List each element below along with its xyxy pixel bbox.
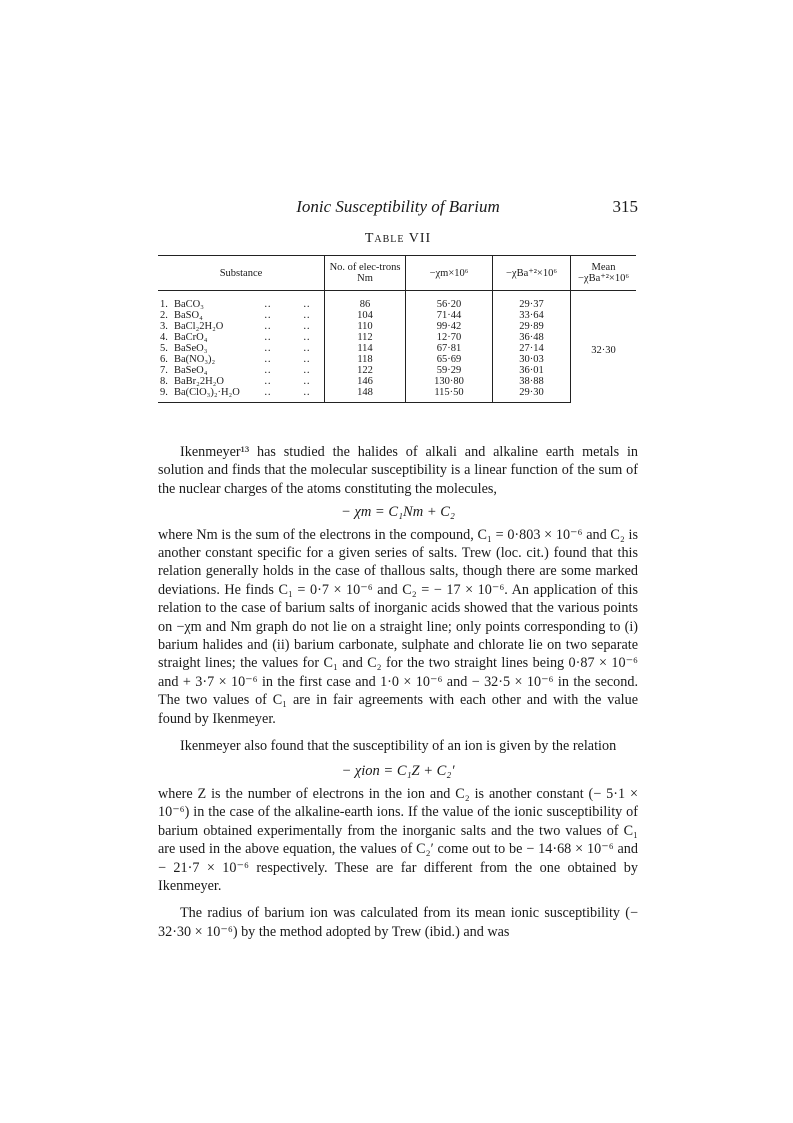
electrons-cell: 86 <box>325 291 406 311</box>
table-row <box>158 376 636 387</box>
chi-m-cell: 71·44 <box>406 310 493 321</box>
row-number: 8. <box>160 376 168 387</box>
electrons-cell: 146 <box>325 376 406 387</box>
electrons-cell: 148 <box>325 387 406 403</box>
body-text <box>158 443 638 941</box>
table-row <box>158 321 636 332</box>
leader-dots: ‥ <box>303 354 311 365</box>
table-caption-number: VII <box>408 231 432 246</box>
row-number: 5. <box>160 343 168 354</box>
leader-dots: ‥ <box>303 332 311 343</box>
row-number: 6. <box>160 354 168 365</box>
substance-formula: Ba(NO₃)₂ <box>174 354 216 365</box>
table-row <box>158 310 636 321</box>
chi-ba-cell: 29·30 <box>493 387 571 403</box>
paragraph-trew-relation: where Nm is the sum of the electrons in the compound, C₁ = 0·803 × 10⁻⁶ and C₂ is another constant specific for a given series of salts. Trew (loc. cit.) found that this relation generally holds in the case of thallous salts, though there are some marked deviations. He finds C₁ = 0·7 × 10⁻⁶ and C₂ = − 17 × 10⁻⁶. An application of this relation to the case of barium salts of inorganic acids showed that the various points on −χm and Nm graph do not lie on a straight line; only points corresponding to (i) barium halides and (ii) barium carbonate, sulphate and chlorate lie on two separate straight lines; the values for C₁ and C₂ for the two straight lines being 0·87 × 10⁻⁶ and + 3·7 × 10⁻⁶ in the first case and 1·0 × 10⁻⁶ and − 32·5 × 10⁻⁶ in the second. The two values of C₁ are in fair agreements with each other and with the value found by Ikenmeyer. <box>158 526 638 727</box>
chi-ba-cell: 30·03 <box>493 354 571 365</box>
substance-cell <box>158 310 325 321</box>
row-number: 2. <box>160 310 168 321</box>
substance-formula: BaSeO₄ <box>174 365 208 376</box>
substance-formula: Ba(ClO₃)₂·H₂O <box>174 387 240 398</box>
row-number: 1. <box>160 299 168 310</box>
row-number: 7. <box>160 365 168 376</box>
chi-m-cell: 12·70 <box>406 332 493 343</box>
substance-formula: BaSeO₃ <box>174 343 208 354</box>
susceptibility-table <box>158 255 636 403</box>
leader-dots: ‥ <box>303 299 311 310</box>
substance-cell <box>158 376 325 387</box>
substance-formula: BaBr₂2H₂O <box>174 376 224 387</box>
page-number: 315 <box>612 197 638 216</box>
table-row <box>158 365 636 376</box>
electrons-cell: 104 <box>325 310 406 321</box>
chi-m-cell: 99·42 <box>406 321 493 332</box>
paragraph-ikenmeyer-intro: Ikenmeyer¹³ has studied the halides of alkali and alkaline earth metals in solution and finds that the molecular susceptibility is a linear function of the sum of the nuclear charges of the atoms constituting the molecules, <box>158 444 638 497</box>
substance-cell <box>158 291 325 311</box>
header-mean: Mean −χBa⁺²×10⁶ <box>571 256 637 291</box>
chi-m-cell: 65·69 <box>406 354 493 365</box>
substance-formula: BaSO₄ <box>174 310 203 321</box>
running-title: Ionic Susceptibility of Barium <box>296 197 500 216</box>
substance-formula: BaCO₃ <box>174 299 204 310</box>
equation-molecular: − χm = C₁Nm + C₂ <box>341 504 455 521</box>
paragraph-c2-values: where Z is the number of electrons in the ion and C₂ is another constant (− 5·1 × 10⁻⁶) in the case of the alkaline-earth ions. If the value of the ionic susceptibility of barium obtained experimentally from the inorganic salts and the two values of C₁ are used in the above equation, the values of C₂′ come out to be − 14·68 × 10⁻⁶ and − 21·7 × 10⁻⁶ respectively. These are far different from the one obtained by Ikenmeyer. <box>158 785 638 894</box>
chi-m-cell: 59·29 <box>406 365 493 376</box>
header-electrons: No. of elec-trons Nm <box>325 256 406 291</box>
leader-dots: ‥ <box>303 365 311 376</box>
leader-dots: ‥ <box>264 354 272 365</box>
header-chi-m: −χm×10⁶ <box>406 256 493 291</box>
leader-dots: ‥ <box>264 343 272 354</box>
substance-cell <box>158 365 325 376</box>
leader-dots: ‥ <box>264 310 272 321</box>
row-number: 9. <box>160 387 168 398</box>
substance-formula: BaCrO₄ <box>174 332 208 343</box>
paragraph-ionic-relation: Ikenmeyer also found that the susceptibility of an ion is given by the relation <box>180 738 617 755</box>
leader-dots: ‥ <box>303 376 311 387</box>
leader-dots: ‥ <box>303 310 311 321</box>
equation-ionic: − χion = C₁Z + C₂′ <box>341 762 455 779</box>
row-number: 4. <box>160 332 168 343</box>
electrons-cell: 122 <box>325 365 406 376</box>
leader-dots: ‥ <box>303 321 311 332</box>
electrons-cell: 114 <box>325 343 406 354</box>
leader-dots: ‥ <box>264 332 272 343</box>
table-caption <box>158 231 638 247</box>
mean-cell: 32·30 <box>571 291 637 403</box>
table-row <box>158 387 636 403</box>
running-head <box>158 197 638 221</box>
table-row <box>158 291 636 311</box>
table-row <box>158 332 636 343</box>
header-substance: Substance <box>158 256 325 291</box>
electrons-cell: 118 <box>325 354 406 365</box>
substance-cell <box>158 321 325 332</box>
table-row <box>158 354 636 365</box>
leader-dots: ‥ <box>264 299 272 310</box>
paragraph-radius: The radius of barium ion was calculated from its mean ionic susceptibility (− 32·30 × 10⁻⁶) by the method adopted by Trew (ibid.) and was <box>158 905 638 940</box>
table-caption-label: Table <box>364 231 405 246</box>
electrons-cell: 112 <box>325 332 406 343</box>
substance-cell <box>158 332 325 343</box>
electrons-cell: 110 <box>325 321 406 332</box>
leader-dots: ‥ <box>264 376 272 387</box>
leader-dots: ‥ <box>264 321 272 332</box>
leader-dots: ‥ <box>264 365 272 376</box>
substance-cell <box>158 343 325 354</box>
substance-formula: BaCl₂2H₂O <box>174 321 224 332</box>
table-row <box>158 343 636 354</box>
table-header-row <box>158 256 636 291</box>
chi-m-cell: 56·20 <box>406 291 493 311</box>
chi-m-cell: 67·81 <box>406 343 493 354</box>
chi-m-cell: 115·50 <box>406 387 493 403</box>
chi-ba-cell: 29·37 <box>493 291 571 311</box>
row-number: 3. <box>160 321 168 332</box>
leader-dots: ‥ <box>303 343 311 354</box>
substance-cell <box>158 387 325 403</box>
chi-ba-cell: 29·89 <box>493 321 571 332</box>
chi-ba-cell: 38·88 <box>493 376 571 387</box>
header-chi-ba: −χBa⁺²×10⁶ <box>493 256 571 291</box>
chi-ba-cell: 33·64 <box>493 310 571 321</box>
leader-dots: ‥ <box>264 387 272 398</box>
leader-dots: ‥ <box>303 387 311 398</box>
chi-ba-cell: 36·01 <box>493 365 571 376</box>
chi-ba-cell: 36·48 <box>493 332 571 343</box>
substance-cell <box>158 354 325 365</box>
chi-ba-cell: 27·14 <box>493 343 571 354</box>
chi-m-cell: 130·80 <box>406 376 493 387</box>
